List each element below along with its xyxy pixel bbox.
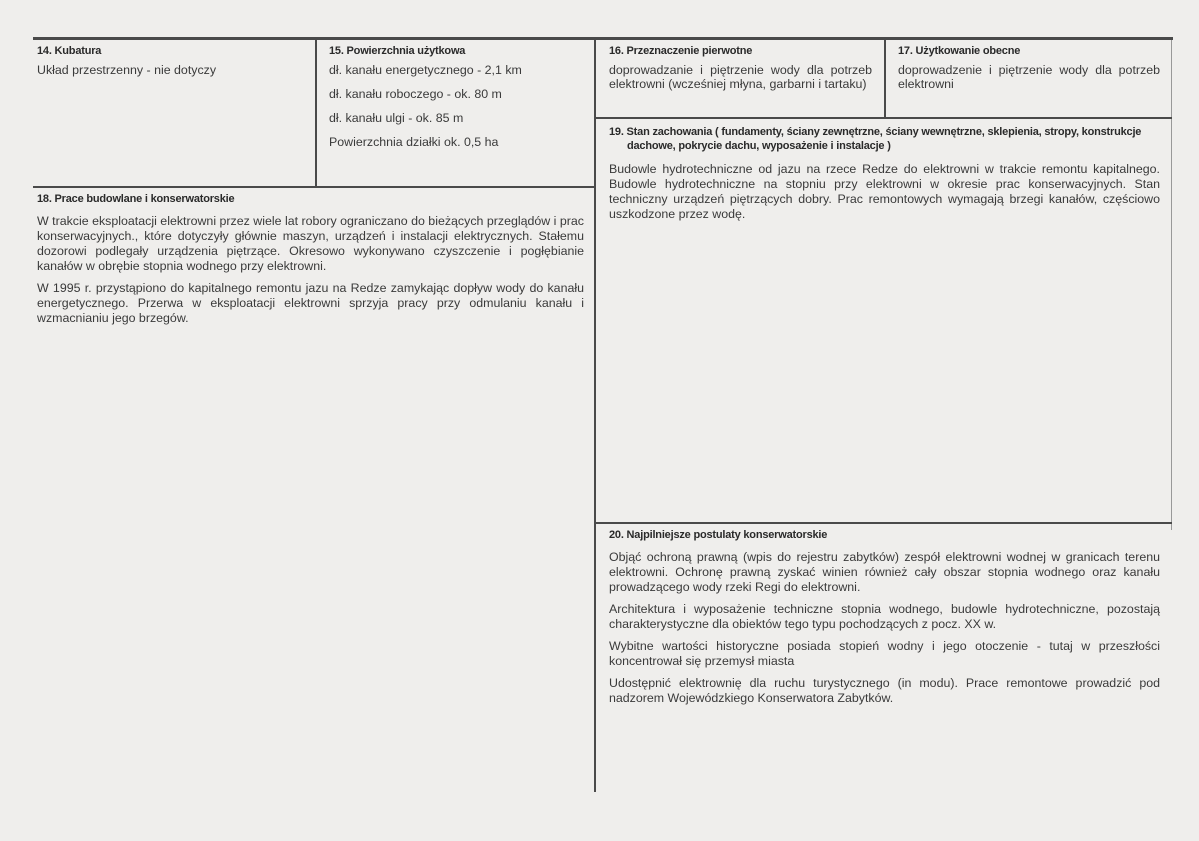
list-item: dł. kanału roboczego - ok. 80 m — [329, 87, 502, 101]
paragraph: Udostępnić elektrownię dla ruchu turystycznego (in modu). Prace remontowe prowadzić pod nadzorem Wojewódzkiego Konserwatora Zabytków. — [609, 676, 1160, 705]
paragraph: W 1995 r. przystąpiono do kapitalnego remontu jazu na Redze zamykając dopływ wody do kanału energetycznego. Przerwa w eksploatacji elektrowni sprzyja pracy przy odmulaniu kanału i wzmacnianiu jego brzegów. — [37, 281, 584, 325]
section-title: 19. Stan zachowania ( fundamenty, ściany zewnętrzne, ściany wewnętrzne, sklepienia, stropy, konstrukcje dachowe, pokrycie dachu, wyposażenie i instalacje ) — [609, 126, 1142, 152]
top-border — [33, 37, 1173, 40]
section-15-usable-area — [329, 45, 589, 159]
section-19-condition — [609, 125, 1160, 229]
right-border — [1171, 40, 1172, 530]
section-text: doprowadzanie i piętrzenie wody dla potrzeb elektrowni (wcześniej młyna, garbarni i tartaku) — [609, 63, 872, 91]
paragraph: Wybitne wartości historyczne posiada stopień wodny i jego otoczenie - tutaj w przeszłości koncentrował się przemysł miasta — [609, 639, 1160, 668]
section-14-kubatura — [37, 45, 309, 85]
section-title: 14. Kubatura — [37, 45, 102, 57]
paragraph: W trakcie eksploatacji elektrowni przez wiele lat robory ograniczano do bieżących przeglądów i prac konserwacyjnych., które dotyczyły głównie maszyn, urządzeń i instalacji elektrycznych. Stałemu dozorowi podlegały urządzenia piętrzące. Okresowo wykonywano czyszczenie i pogłębianie kanałów w obrębie stopnia wodnego przy elektrowni. — [37, 214, 584, 273]
hline-18 — [33, 186, 595, 188]
section-text: doprowadzenie i piętrzenie wody dla potrzeb elektrowni — [898, 63, 1160, 91]
section-title: 20. Najpilniejsze postulaty konserwatorskie — [609, 529, 828, 541]
section-text: Budowle hydrotechniczne od jazu na rzece Redze do elektrowni w trakcie remontu kapitalnego. Budowle hydrotechniczne na stopniu przy elektrowni w okresie prac konserwacyjnych. Stan techniczny urządzeń piętrzących dobry. Prac remontowych wymagają brzegi kanałów, częściowo uszkodzone przez wodę. — [609, 162, 1160, 221]
section-17-current-use — [898, 45, 1160, 98]
section-18-construction-works — [37, 193, 584, 333]
section-title: 18. Prace budowlane i konserwatorskie — [37, 193, 235, 205]
section-title: 16. Przeznaczenie pierwotne — [609, 45, 753, 57]
divider-16-17 — [884, 40, 886, 118]
section-text: Układ przestrzenny - nie dotyczy — [37, 63, 217, 77]
section-title: 17. Użytkowanie obecne — [898, 45, 1021, 57]
list-item: dł. kanału energetycznego - 2,1 km — [329, 63, 522, 77]
list-item: Powierzchnia działki ok. 0,5 ha — [329, 135, 499, 149]
hline-20 — [595, 522, 1172, 524]
section-title: 15. Powierzchnia użytkowa — [329, 45, 466, 57]
section-20-conservation-postulates — [609, 529, 1160, 713]
divider-left-right — [594, 40, 596, 792]
section-16-original-purpose — [609, 45, 872, 98]
paragraph: Objąć ochroną prawną (wpis do rejestru zabytków) zespół elektrowni wodnej w granicach terenu elektrowni. Ochronę prawną zyskać winien również cały obszar stopnia wodnego oraz kanału prowadzącego wody rzeki Regi do elektrowni. — [609, 550, 1160, 594]
paragraph: Architektura i wyposażenie techniczne stopnia wodnego, budowle hydrotechniczne, pozostają charakterystyczne dla obiektów tego typu pochodzących z pocz. XX w. — [609, 602, 1160, 631]
list-item: dł. kanału ulgi - ok. 85 m — [329, 111, 464, 125]
hline-19 — [595, 117, 1172, 119]
divider-14-15 — [315, 40, 317, 188]
